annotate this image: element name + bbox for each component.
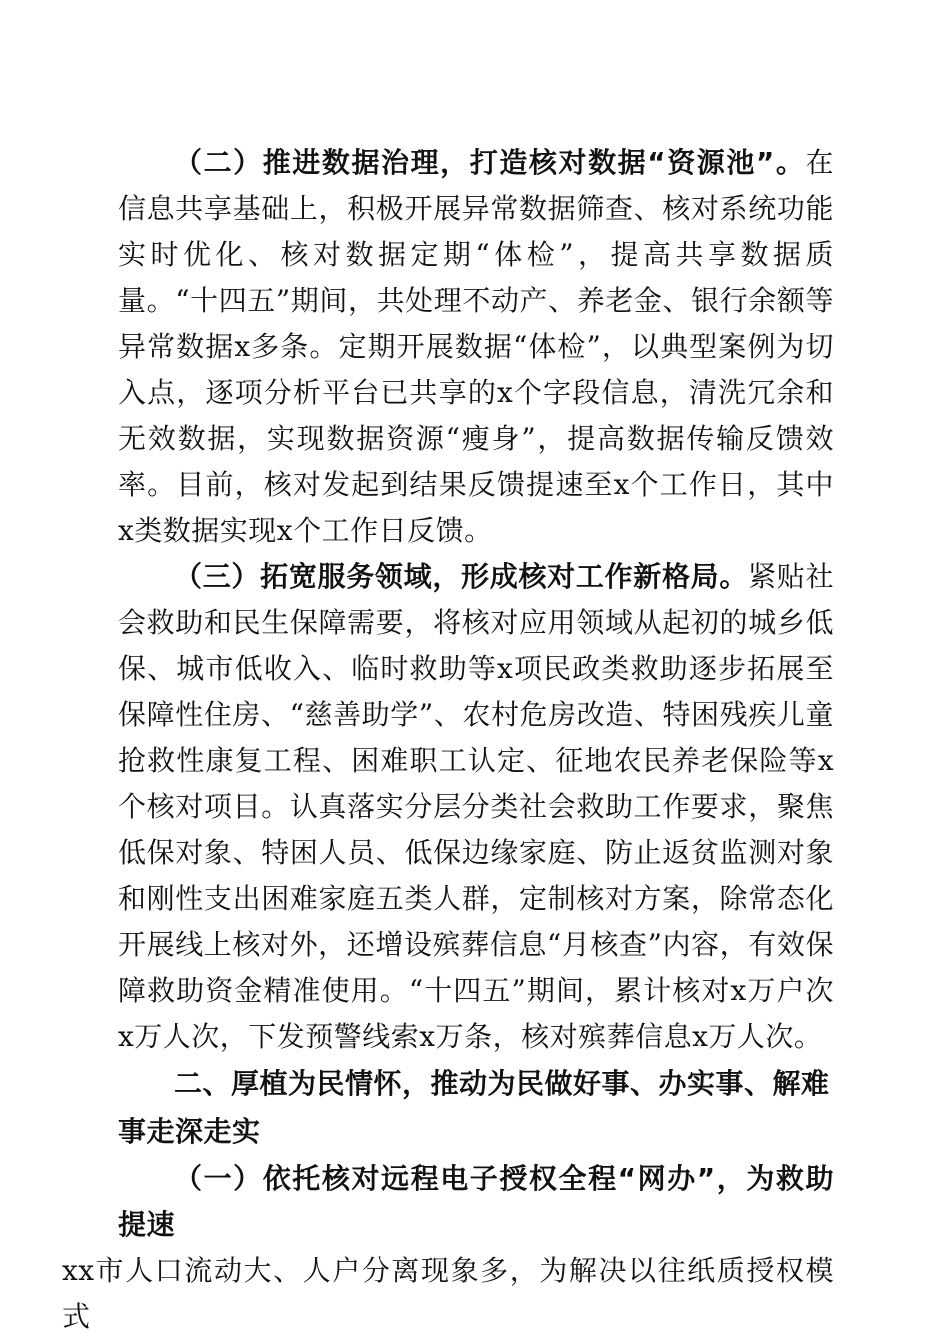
paragraph-body: xx市人口流动大、人户分离现象多，为解决以往纸质授权模式 [62, 1254, 834, 1333]
paragraph-service-scope [118, 554, 834, 1060]
section-heading: 二、厚植为民情怀，推动为民做好事、办实事、解难事走深走实 [118, 1067, 830, 1148]
paragraph-subtitle: （三）拓宽服务领域，形成核对工作新格局。 [174, 560, 749, 593]
paragraph-subtitle: （一）依托核对远程电子授权全程“网办”，为救助提速 [118, 1162, 834, 1241]
document-page [62, 140, 834, 1340]
paragraph-data-governance [118, 140, 834, 554]
paragraph-body: 紧贴社会救助和民生保障需要，将核对应用领域从起初的城乡低保、城市低收入、临时救助等x项民政类救助逐步拓展至保障性住房、“慈善助学”、农村危房改造、特困残疾儿童抢救性康复工程、困难职工认定、征地农民养老保险等x个核对项目。认真落实分层分类社会救助工作要求，聚焦低保对象、特困人员、低保边缘家庭、防止返贫监测对象和刚性支出困难家庭五类人群，定制核对方案，除常态化开展线上核对外，还增设殡葬信息“月核查”内容，有效保障救助资金精准使用。“十四五”期间，累计核对x万户次x万人次，下发预警线索x万条，核对殡葬信息x万人次。 [118, 560, 834, 1053]
paragraph-body: 在信息共享基础上，积极开展异常数据筛查、核对系统功能实时优化、核对数据定期“体检”，提高共享数据质量。“十四五”期间，共处理不动产、养老金、银行余额等异常数据x多条。定期开展数据“体检”，以典型案例为切入点，逐项分析平台已共享的x个字段信息，清洗冗余和无效数据，实现数据资源“瘦身”，提高数据传输反馈效率。目前，核对发起到结果反馈提速至x个工作日，其中x类数据实现x个工作日反馈。 [118, 146, 834, 547]
paragraph-subtitle: （二）推进数据治理，打造核对数据“资源池”。 [174, 146, 806, 179]
paragraph-remote-authorization [62, 1156, 834, 1340]
